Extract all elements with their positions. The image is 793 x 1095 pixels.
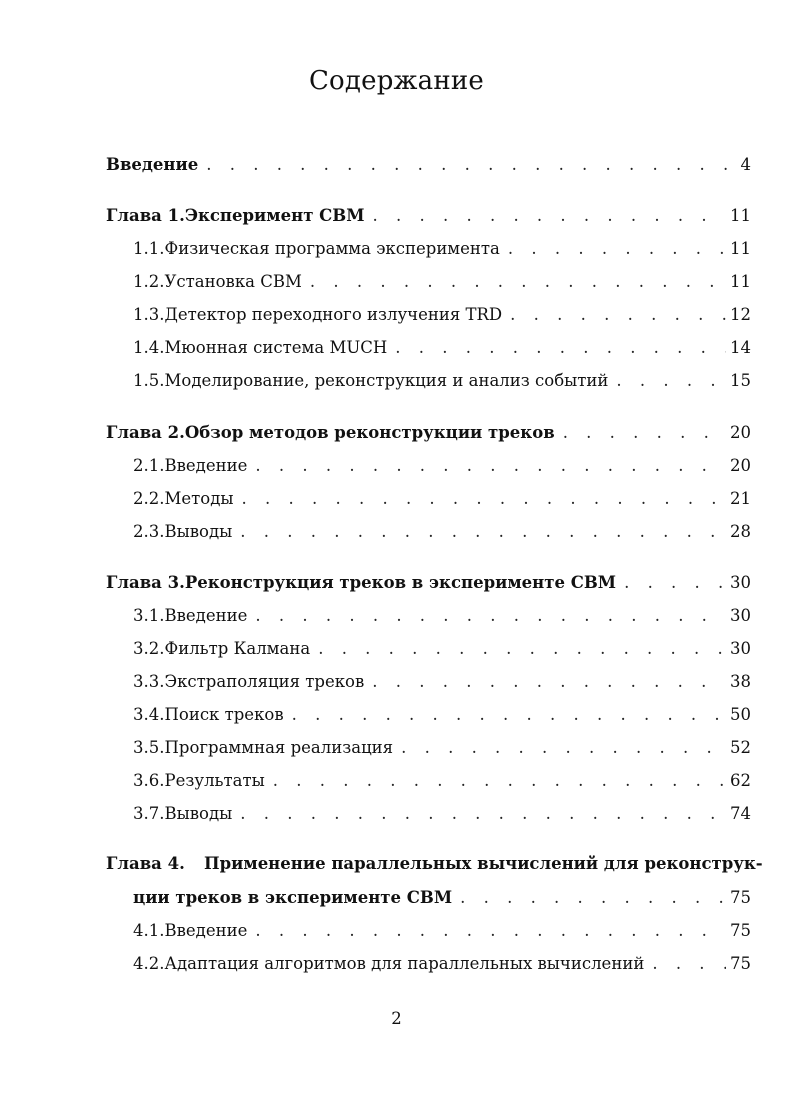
toc-entry-chapter-1[interactable] <box>106 204 751 228</box>
section-title: Выводы <box>164 804 233 823</box>
entry-page: 28 <box>730 522 751 541</box>
dot-leader <box>624 571 726 595</box>
page-title: Содержание <box>308 66 485 96</box>
entry-page: 20 <box>730 423 751 442</box>
dot-leader <box>510 303 726 327</box>
dot-leader <box>460 886 726 910</box>
toc-entry-section[interactable] <box>133 604 751 628</box>
entry-page: 74 <box>730 804 751 823</box>
section-number: 3.7. <box>133 804 165 823</box>
section-title: Введение <box>164 921 248 940</box>
dot-leader <box>373 204 727 228</box>
section-title: Детектор переходного излучения TRD <box>164 305 503 324</box>
dot-leader <box>255 604 726 628</box>
chapter-title: Эксперимент CBM <box>184 206 365 225</box>
dot-leader <box>240 520 726 544</box>
section-number: 4.1. <box>133 921 165 940</box>
dot-leader <box>616 369 726 393</box>
section-title: Результаты <box>164 771 265 790</box>
toc-entry-section[interactable] <box>133 637 751 661</box>
entry-page: 30 <box>730 606 751 625</box>
section-number: 1.3. <box>133 305 165 324</box>
section-number: 3.2. <box>133 639 165 658</box>
chapter-number: Глава 3. <box>106 573 185 592</box>
chapter-number: Глава 1. <box>106 206 185 225</box>
entry-page: 14 <box>730 338 751 357</box>
entry-page: 11 <box>730 239 751 258</box>
section-title: Фильтр Калмана <box>164 639 311 658</box>
entry-page: 75 <box>730 921 751 940</box>
entry-page: 52 <box>730 738 751 757</box>
chapter-title-line-1: Применение параллельных вычислений для реконструк- <box>204 854 763 873</box>
section-title: Экстраполяция треков <box>164 672 365 691</box>
section-number: 2.3. <box>133 522 165 541</box>
toc-entry-section[interactable] <box>133 487 751 511</box>
section-number: 3.3. <box>133 672 165 691</box>
chapter-number: Глава 4. <box>106 854 185 873</box>
toc-entry-section[interactable] <box>133 769 751 793</box>
section-number: 3.1. <box>133 606 165 625</box>
section-number: 3.5. <box>133 738 165 757</box>
entry-page: 50 <box>730 705 751 724</box>
entry-page: 62 <box>730 771 751 790</box>
dot-leader <box>652 952 726 976</box>
section-title: Методы <box>164 489 234 508</box>
toc-entry-section[interactable] <box>133 454 751 478</box>
section-title: Установка CBM <box>164 272 302 291</box>
section-title: Выводы <box>164 522 233 541</box>
dot-leader <box>372 670 726 694</box>
dot-leader <box>292 703 726 727</box>
toc-entry-section[interactable] <box>133 919 751 943</box>
dot-leader <box>318 637 726 661</box>
section-title: Физическая программа эксперимента <box>164 239 500 258</box>
chapter-number: Глава 2. <box>106 423 185 442</box>
dot-leader <box>255 454 726 478</box>
dot-leader <box>273 769 726 793</box>
toc-entry-section[interactable] <box>133 369 751 393</box>
toc-entry-intro[interactable] <box>106 153 751 177</box>
entry-page: 38 <box>730 672 751 691</box>
entry-page: 75 <box>730 954 751 973</box>
page-number: 2 <box>391 1009 402 1028</box>
section-number: 1.5. <box>133 371 165 390</box>
toc-entry-section[interactable] <box>133 303 751 327</box>
entry-page: 30 <box>730 639 751 658</box>
chapter-title-line-2: ции треков в эксперименте CBM <box>133 888 453 907</box>
section-title: Программная реализация <box>164 738 394 757</box>
section-number: 1.2. <box>133 272 165 291</box>
toc-entry-section[interactable] <box>133 270 751 294</box>
section-number: 1.1. <box>133 239 165 258</box>
entry-page: 11 <box>730 206 751 225</box>
entry-page: 11 <box>730 272 751 291</box>
section-title: Мюонная система MUCH <box>164 338 388 357</box>
section-number: 2.2. <box>133 489 165 508</box>
toc-entry-section[interactable] <box>133 736 751 760</box>
section-title: Моделирование, реконструкция и анализ событий <box>164 371 609 390</box>
section-title: Поиск треков <box>164 705 284 724</box>
dot-leader <box>206 153 727 177</box>
toc-entry-section[interactable] <box>133 520 751 544</box>
toc-entry-section[interactable] <box>133 703 751 727</box>
chapter-title: Обзор методов реконструкции треков <box>184 423 555 442</box>
toc-entry-chapter-4[interactable] <box>106 852 763 876</box>
section-title: Введение <box>164 456 248 475</box>
dot-leader <box>563 421 726 445</box>
entry-page: 4 <box>740 155 751 174</box>
section-number: 1.4. <box>133 338 165 357</box>
toc-entry-chapter-4-continued[interactable] <box>133 886 751 910</box>
toc-entry-section[interactable] <box>133 336 751 360</box>
section-number: 3.4. <box>133 705 165 724</box>
entry-page: 12 <box>730 305 751 324</box>
dot-leader <box>508 237 726 261</box>
dot-leader <box>401 736 726 760</box>
entry-page: 75 <box>730 888 751 907</box>
entry-page: 21 <box>730 489 751 508</box>
section-title: Введение <box>164 606 248 625</box>
dot-leader <box>310 270 726 294</box>
dot-leader <box>242 487 726 511</box>
section-number: 4.2. <box>133 954 165 973</box>
section-title: Адаптация алгоритмов для параллельных вычислений <box>164 954 645 973</box>
dot-leader <box>240 802 726 826</box>
entry-page: 30 <box>730 573 751 592</box>
toc-entry-chapter-3[interactable] <box>106 571 751 595</box>
section-number: 3.6. <box>133 771 165 790</box>
toc-entry-section[interactable] <box>133 952 751 976</box>
entry-label: Введение <box>106 155 199 174</box>
entry-page: 20 <box>730 456 751 475</box>
toc-entry-section[interactable] <box>133 237 751 261</box>
chapter-title: Реконструкция треков в эксперименте CBM <box>184 573 617 592</box>
toc-entry-chapter-2[interactable] <box>106 421 751 445</box>
dot-leader <box>395 336 726 360</box>
toc-entry-section[interactable] <box>133 802 751 826</box>
toc-entry-section[interactable] <box>133 670 751 694</box>
dot-leader <box>255 919 726 943</box>
entry-page: 15 <box>730 371 751 390</box>
section-number: 2.1. <box>133 456 165 475</box>
